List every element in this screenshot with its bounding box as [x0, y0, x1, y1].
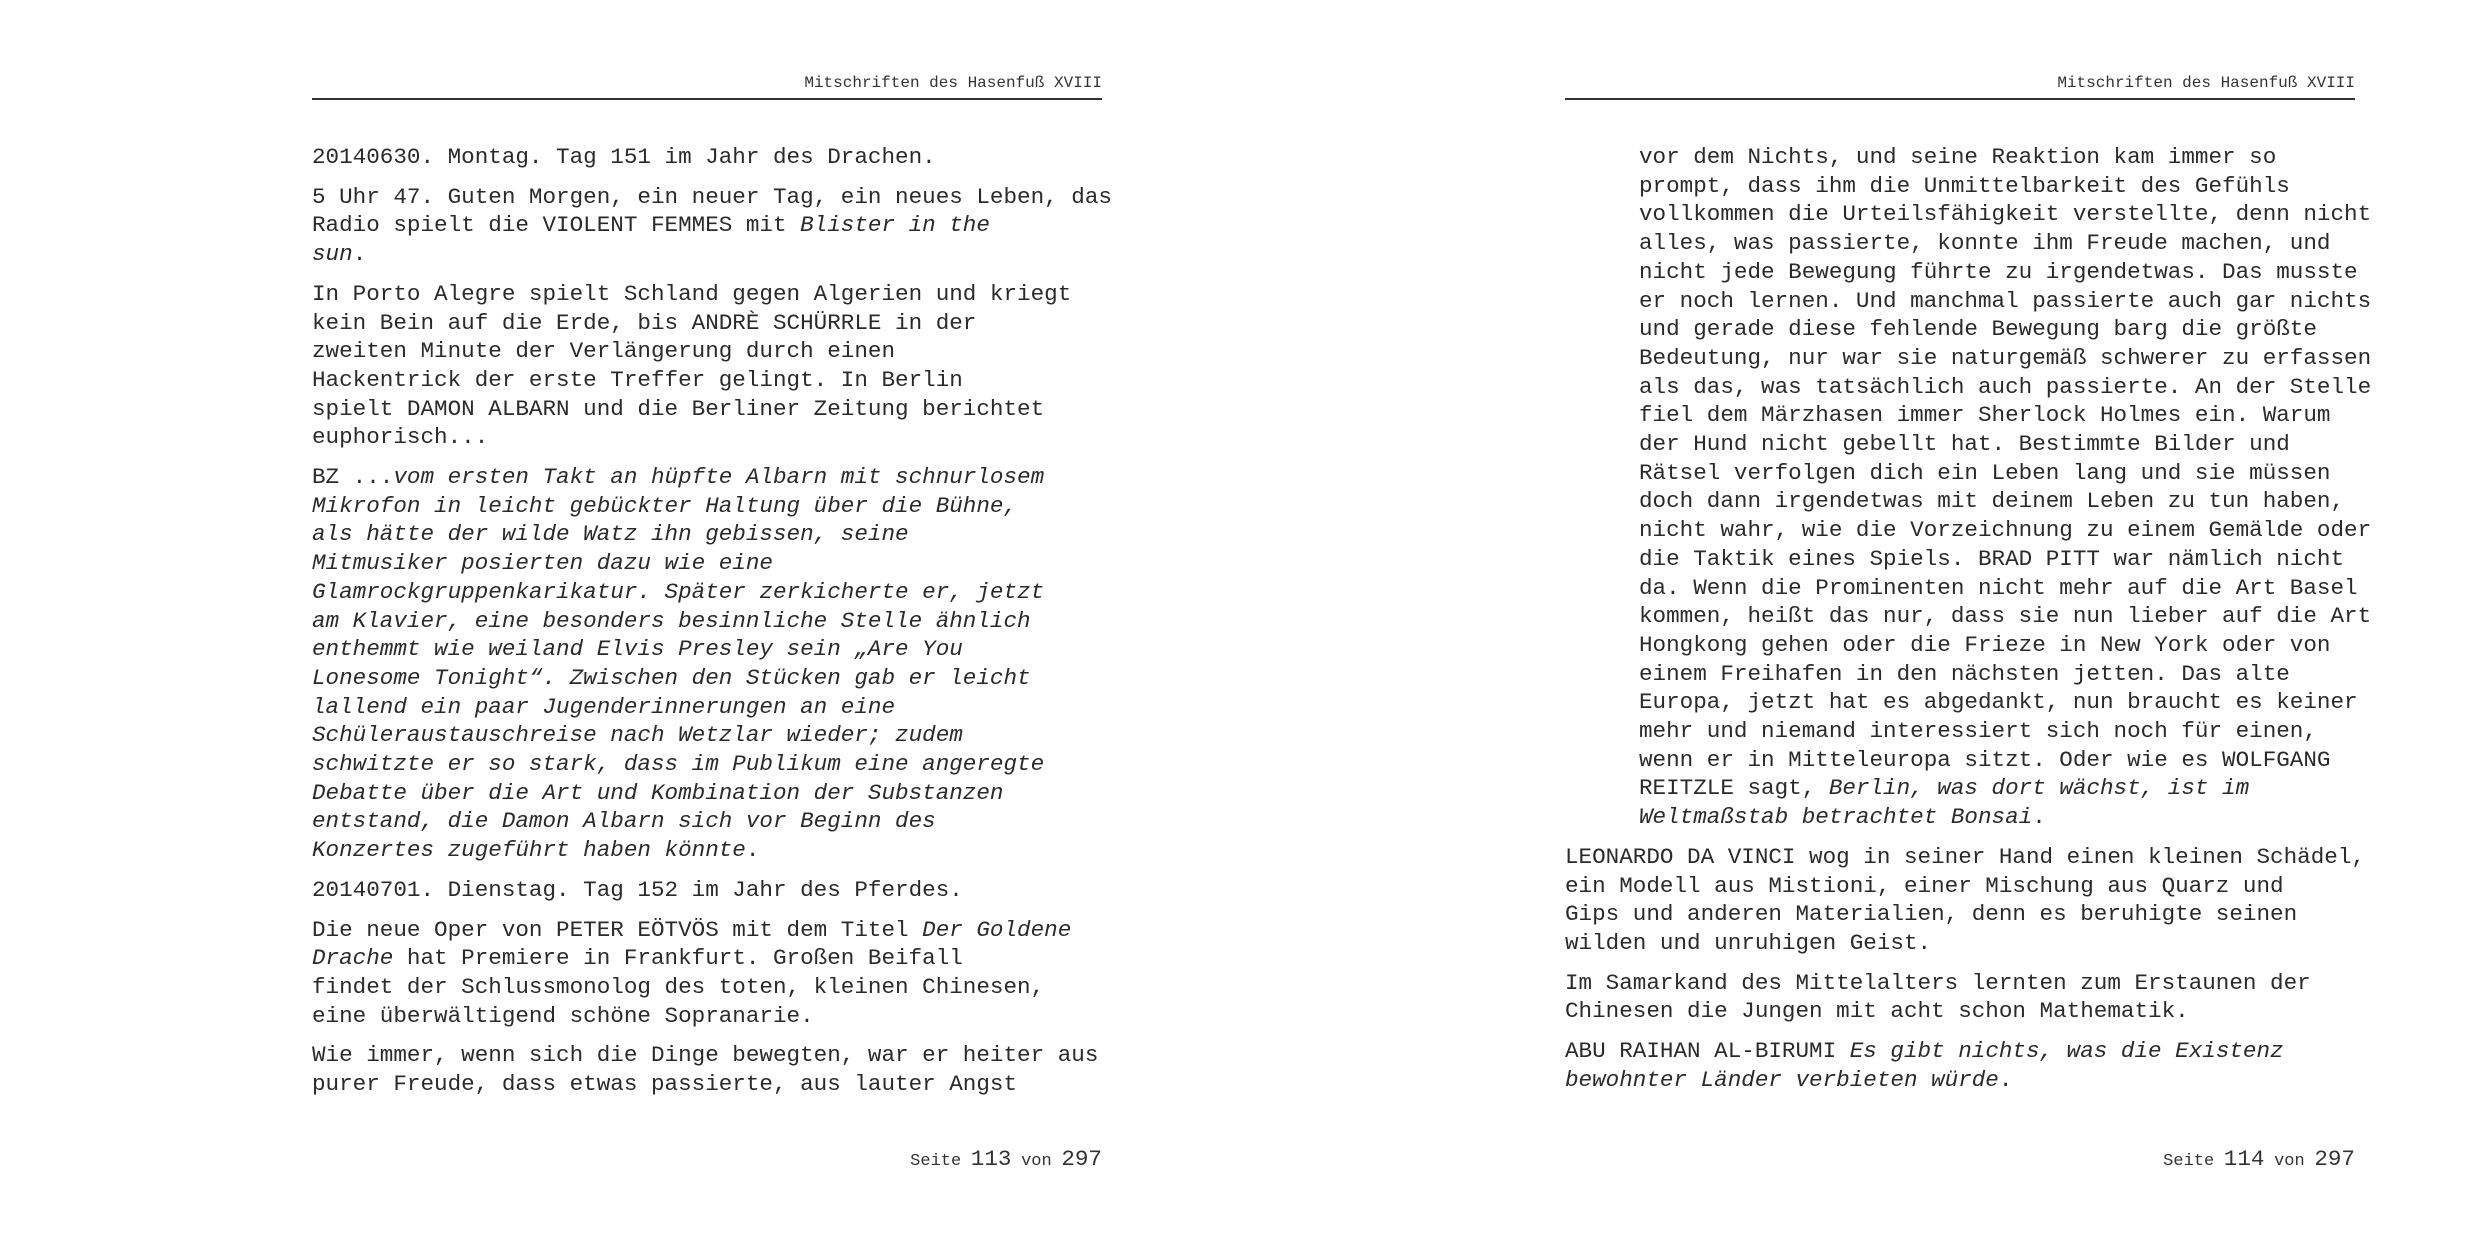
- text-line: [1639, 774, 2365, 803]
- text-line: [312, 280, 1112, 309]
- italic-text: Mikrofon in leicht gebückter Haltung über die Bühne,: [312, 492, 1018, 519]
- footer-von-label: von: [2274, 1152, 2305, 1171]
- text: 20140630. Montag. Tag 151 im Jahr des Drachen.: [312, 144, 936, 170]
- text: nicht jede Bewegung führte zu irgendetwas. Das musste: [1639, 258, 2358, 285]
- italic-text: enthemmt wie weiland Elvis Presley sein „Are You: [312, 636, 963, 663]
- text: da. Wenn die Prominenten nicht mehr auf die Art Basel: [1639, 574, 2358, 601]
- text-line: [1639, 574, 2365, 603]
- page-right: [1565, 0, 2372, 1240]
- text: vor dem Nichts, und seine Reaktion kam immer so: [1639, 144, 2277, 170]
- text-line: [1639, 487, 2365, 516]
- text: 20140701. Dienstag. Tag 152 im Jahr des Pferdes.: [312, 876, 963, 903]
- text: Die neue Oper von PETER EÖTVÖS mit dem Titel: [312, 916, 923, 943]
- text: Gips und anderen Materialien, denn es beruhigte seinen: [1565, 901, 2298, 928]
- text-line: [312, 721, 1112, 750]
- text-line: [1565, 900, 2365, 929]
- text-line: [1639, 746, 2365, 775]
- footer-page-total: 297: [2314, 1146, 2355, 1172]
- body-text: [1565, 143, 2372, 1106]
- italic-text: Mitmusiker posierten dazu wie eine: [312, 550, 773, 577]
- text: als das, was tatsächlich auch passierte. An der Stelle: [1639, 373, 2372, 400]
- text-line: [312, 143, 1112, 172]
- text-line: [312, 973, 1112, 1002]
- text: ein Modell aus Mistioni, einer Mischung aus Quarz und: [1565, 872, 2284, 899]
- text: kommen, heißt das nur, dass sie nun lieber auf die Art: [1639, 603, 2372, 630]
- text-line: [1565, 1037, 2365, 1066]
- paragraph: [312, 280, 1112, 452]
- text: 5 Uhr 47. Guten Morgen, ein neuer Tag, ein neues Leben, das: [312, 183, 1112, 210]
- text: wenn er in Mitteleuropa sitzt. Oder wie es WOLFGANG: [1639, 746, 2331, 773]
- text-line: [1639, 459, 2365, 488]
- italic-text: Blister in the: [800, 212, 990, 239]
- text: Radio spielt die VIOLENT FEMMES mit: [312, 212, 801, 239]
- text-line: [1639, 229, 2365, 258]
- footer-page-total: 297: [1061, 1146, 1102, 1172]
- page-left: [312, 0, 1112, 1240]
- text-line: [312, 492, 1112, 521]
- text-line: [1565, 997, 2365, 1026]
- text-line: [312, 607, 1112, 636]
- text-line: [1639, 430, 2365, 459]
- text: spielt DAMON ALBARN und die Berliner Zeitung berichtet: [312, 395, 1045, 422]
- text: prompt, dass ihm die Unmittelbarkeit des Gefühls: [1639, 172, 2290, 199]
- paragraph: [1565, 143, 2372, 832]
- italic-text: sun: [312, 241, 353, 268]
- text-line: [1565, 929, 2365, 958]
- paragraph: [312, 1041, 1112, 1098]
- italic-text: lallend ein paar Jugenderinnerungen an eine: [312, 693, 896, 720]
- text-line: [1565, 843, 2365, 872]
- running-header: Mitschriften des Hasenfuß XVIII: [1565, 72, 2355, 100]
- text: Hongkong gehen oder die Frieze in New York oder von: [1639, 631, 2331, 658]
- text-line: [312, 578, 1112, 607]
- text: eine überwältigend schöne Sopranarie.: [312, 1002, 814, 1029]
- text: hat Premiere in Frankfurt. Großen Beifall: [393, 945, 963, 972]
- text: .: [352, 241, 367, 268]
- paragraph: [1565, 969, 2365, 1026]
- italic-text: Konzertes zugeführt haben könnte: [312, 837, 746, 864]
- italic-text: Berlin, was dort wächst, ist im: [1828, 775, 2250, 802]
- text-line: [312, 520, 1112, 549]
- text: Im Samarkand des Mittelalters lernten zum Erstaunen der: [1565, 969, 2311, 996]
- italic-text: Der Goldene: [922, 916, 1072, 943]
- italic-text: Glamrockgruppenkarikatur. Später zerkicherte er, jetzt: [312, 578, 1045, 605]
- text-line: [1639, 688, 2365, 717]
- text-line: [1639, 631, 2365, 660]
- footer-von-label: von: [1021, 1152, 1052, 1171]
- text-line: [312, 807, 1112, 836]
- text-line: [312, 240, 1112, 269]
- paragraph: [312, 183, 1112, 269]
- text-line: [312, 779, 1112, 808]
- italic-text: schwitzte er so stark, dass im Publikum eine angeregte: [312, 751, 1045, 778]
- text: findet der Schlussmonolog des toten, kleinen Chinesen,: [312, 973, 1045, 1000]
- text-line: [1639, 315, 2365, 344]
- page-number-footer: [2163, 1146, 2355, 1172]
- italic-text: Debatte über die Art und Kombination der Substanzen: [312, 779, 1004, 806]
- text-line: [1565, 872, 2365, 901]
- italic-text: als hätte der wilde Watz ihn gebissen, seine: [312, 521, 909, 548]
- text: der Hund nicht gebellt hat. Bestimmte Bilder und: [1639, 431, 2290, 458]
- text: LEONARDO DA VINCI wog in seiner Hand einen kleinen Schädel,: [1565, 843, 2365, 870]
- text: nicht wahr, wie die Vorzeichnung zu einem Gemälde oder: [1639, 517, 2372, 544]
- text: und gerade diese fehlende Bewegung barg die größte: [1639, 316, 2317, 343]
- italic-text: Schüleraustauschreise nach Wetzlar wieder; zudem: [312, 722, 963, 749]
- running-header: Mitschriften des Hasenfuß XVIII: [312, 72, 1102, 100]
- text: euphorisch...: [312, 424, 489, 451]
- text-line: [1639, 516, 2372, 545]
- text: .: [2032, 804, 2046, 831]
- text: REITZLE sagt,: [1639, 775, 1829, 802]
- text-line: [312, 395, 1112, 424]
- text: alles, was passierte, konnte ihm Freude machen, und: [1639, 230, 2331, 257]
- text: .: [745, 837, 760, 864]
- text-line: [312, 635, 1112, 664]
- paragraph: [1565, 1037, 2365, 1094]
- paragraph: [312, 916, 1112, 1031]
- italic-text: vom ersten Takt an hüpfte Albarn mit schnurlosem: [393, 464, 1045, 491]
- text-line: [312, 549, 1112, 578]
- text-line: [312, 463, 1112, 492]
- text: Rätsel verfolgen dich ein Leben lang und sie müssen: [1639, 459, 2331, 486]
- text: Wie immer, wenn sich die Dinge bewegten, war er heiter aus: [312, 1042, 1099, 1069]
- footer-page-number: 114: [2223, 1146, 2265, 1172]
- italic-text: Weltmaßstab betrachtet Bonsai: [1639, 804, 2033, 831]
- italic-text: am Klavier, eine besonders besinnliche Stelle ähnlich: [312, 607, 1031, 634]
- text-line: [312, 1041, 1112, 1070]
- text-line: [1565, 969, 2365, 998]
- text-line: [1639, 143, 2365, 172]
- italic-text: Lonesome Tonight“. Zwischen den Stücken gab er leicht: [312, 664, 1031, 691]
- text-line: [1639, 258, 2365, 287]
- text: zweiten Minute der Verlängerung durch einen: [312, 338, 896, 365]
- body-text: [312, 143, 1112, 1110]
- text: In Porto Alegre spielt Schland gegen Algerien und kriegt: [312, 280, 1072, 307]
- text-line: [1639, 602, 2372, 631]
- page-number-footer: [910, 1146, 1102, 1172]
- text-line: [312, 183, 1112, 212]
- italic-text: Es gibt nichts, was die Existenz: [1849, 1038, 2284, 1065]
- text-line: [312, 836, 1112, 865]
- text: er noch lernen. Und manchmal passierte auch gar nichts: [1639, 287, 2372, 314]
- text: wilden und unruhigen Geist.: [1565, 929, 1932, 956]
- paragraph: [312, 463, 1112, 865]
- text: einem Freihafen in den nächsten jetten. Das alte: [1639, 660, 2290, 687]
- paragraph: [312, 876, 1112, 905]
- text-line: [1639, 401, 2365, 430]
- text: mehr und niemand interessiert sich noch für einen,: [1639, 718, 2317, 745]
- text: kein Bein auf die Erde, bis ANDRÈ SCHÜRRLE in der: [312, 309, 977, 336]
- text-line: [312, 366, 1112, 395]
- text-line: [1639, 172, 2365, 201]
- text-line: [1639, 373, 2372, 402]
- paragraph: [1565, 843, 2365, 958]
- text: die Taktik eines Spiels. BRAD PITT war nämlich nicht: [1639, 545, 2345, 572]
- text: ABU RAIHAN AL-BIRUMI: [1565, 1038, 1850, 1065]
- italic-text: Drache: [312, 945, 394, 972]
- italic-text: bewohnter Länder verbieten würde: [1565, 1066, 1999, 1093]
- text-line: [312, 664, 1112, 693]
- text-line: [312, 211, 1112, 240]
- text-line: [312, 693, 1112, 722]
- text: Chinesen die Jungen mit acht schon Mathematik.: [1565, 998, 2189, 1025]
- text-line: [312, 750, 1112, 779]
- text-line: [1639, 287, 2372, 316]
- text-line: [312, 1002, 1112, 1031]
- text-line: [1565, 1066, 2365, 1095]
- text-line: [1639, 344, 2372, 373]
- text-line: [1639, 545, 2365, 574]
- text: Bedeutung, nur war sie naturgemäß schwerer zu erfassen: [1639, 344, 2372, 371]
- text-line: [1639, 803, 2365, 832]
- text: doch dann irgendetwas mit deinem Leben zu tun haben,: [1639, 488, 2345, 515]
- text: vollkommen die Urteilsfähigkeit verstellte, denn nicht: [1639, 201, 2372, 228]
- text-line: [1639, 200, 2372, 229]
- text-line: [312, 944, 1112, 973]
- text: .: [1998, 1066, 2013, 1093]
- footer-seite-label: Seite: [2163, 1152, 2215, 1171]
- text-line: [312, 916, 1112, 945]
- text-line: [312, 337, 1112, 366]
- footer-page-number: 113: [970, 1146, 1012, 1172]
- footer-seite-label: Seite: [910, 1152, 962, 1171]
- text-line: [312, 309, 1112, 338]
- text-line: [312, 1070, 1112, 1099]
- text: fiel dem Märzhasen immer Sherlock Holmes ein. Warum: [1639, 402, 2331, 429]
- paragraph: [312, 143, 1112, 172]
- text: Europa, jetzt hat es abgedankt, nun braucht es keiner: [1639, 689, 2358, 716]
- text-line: [312, 876, 1112, 905]
- text-line: [1639, 660, 2365, 689]
- text-line: [312, 423, 1112, 452]
- text: purer Freude, dass etwas passierte, aus lauter Angst: [312, 1071, 1018, 1098]
- text: Hackentrick der erste Treffer gelingt. In Berlin: [312, 366, 963, 393]
- text: BZ ...: [312, 464, 394, 491]
- text-line: [1639, 717, 2365, 746]
- italic-text: entstand, die Damon Albarn sich vor Beginn des: [312, 808, 936, 835]
